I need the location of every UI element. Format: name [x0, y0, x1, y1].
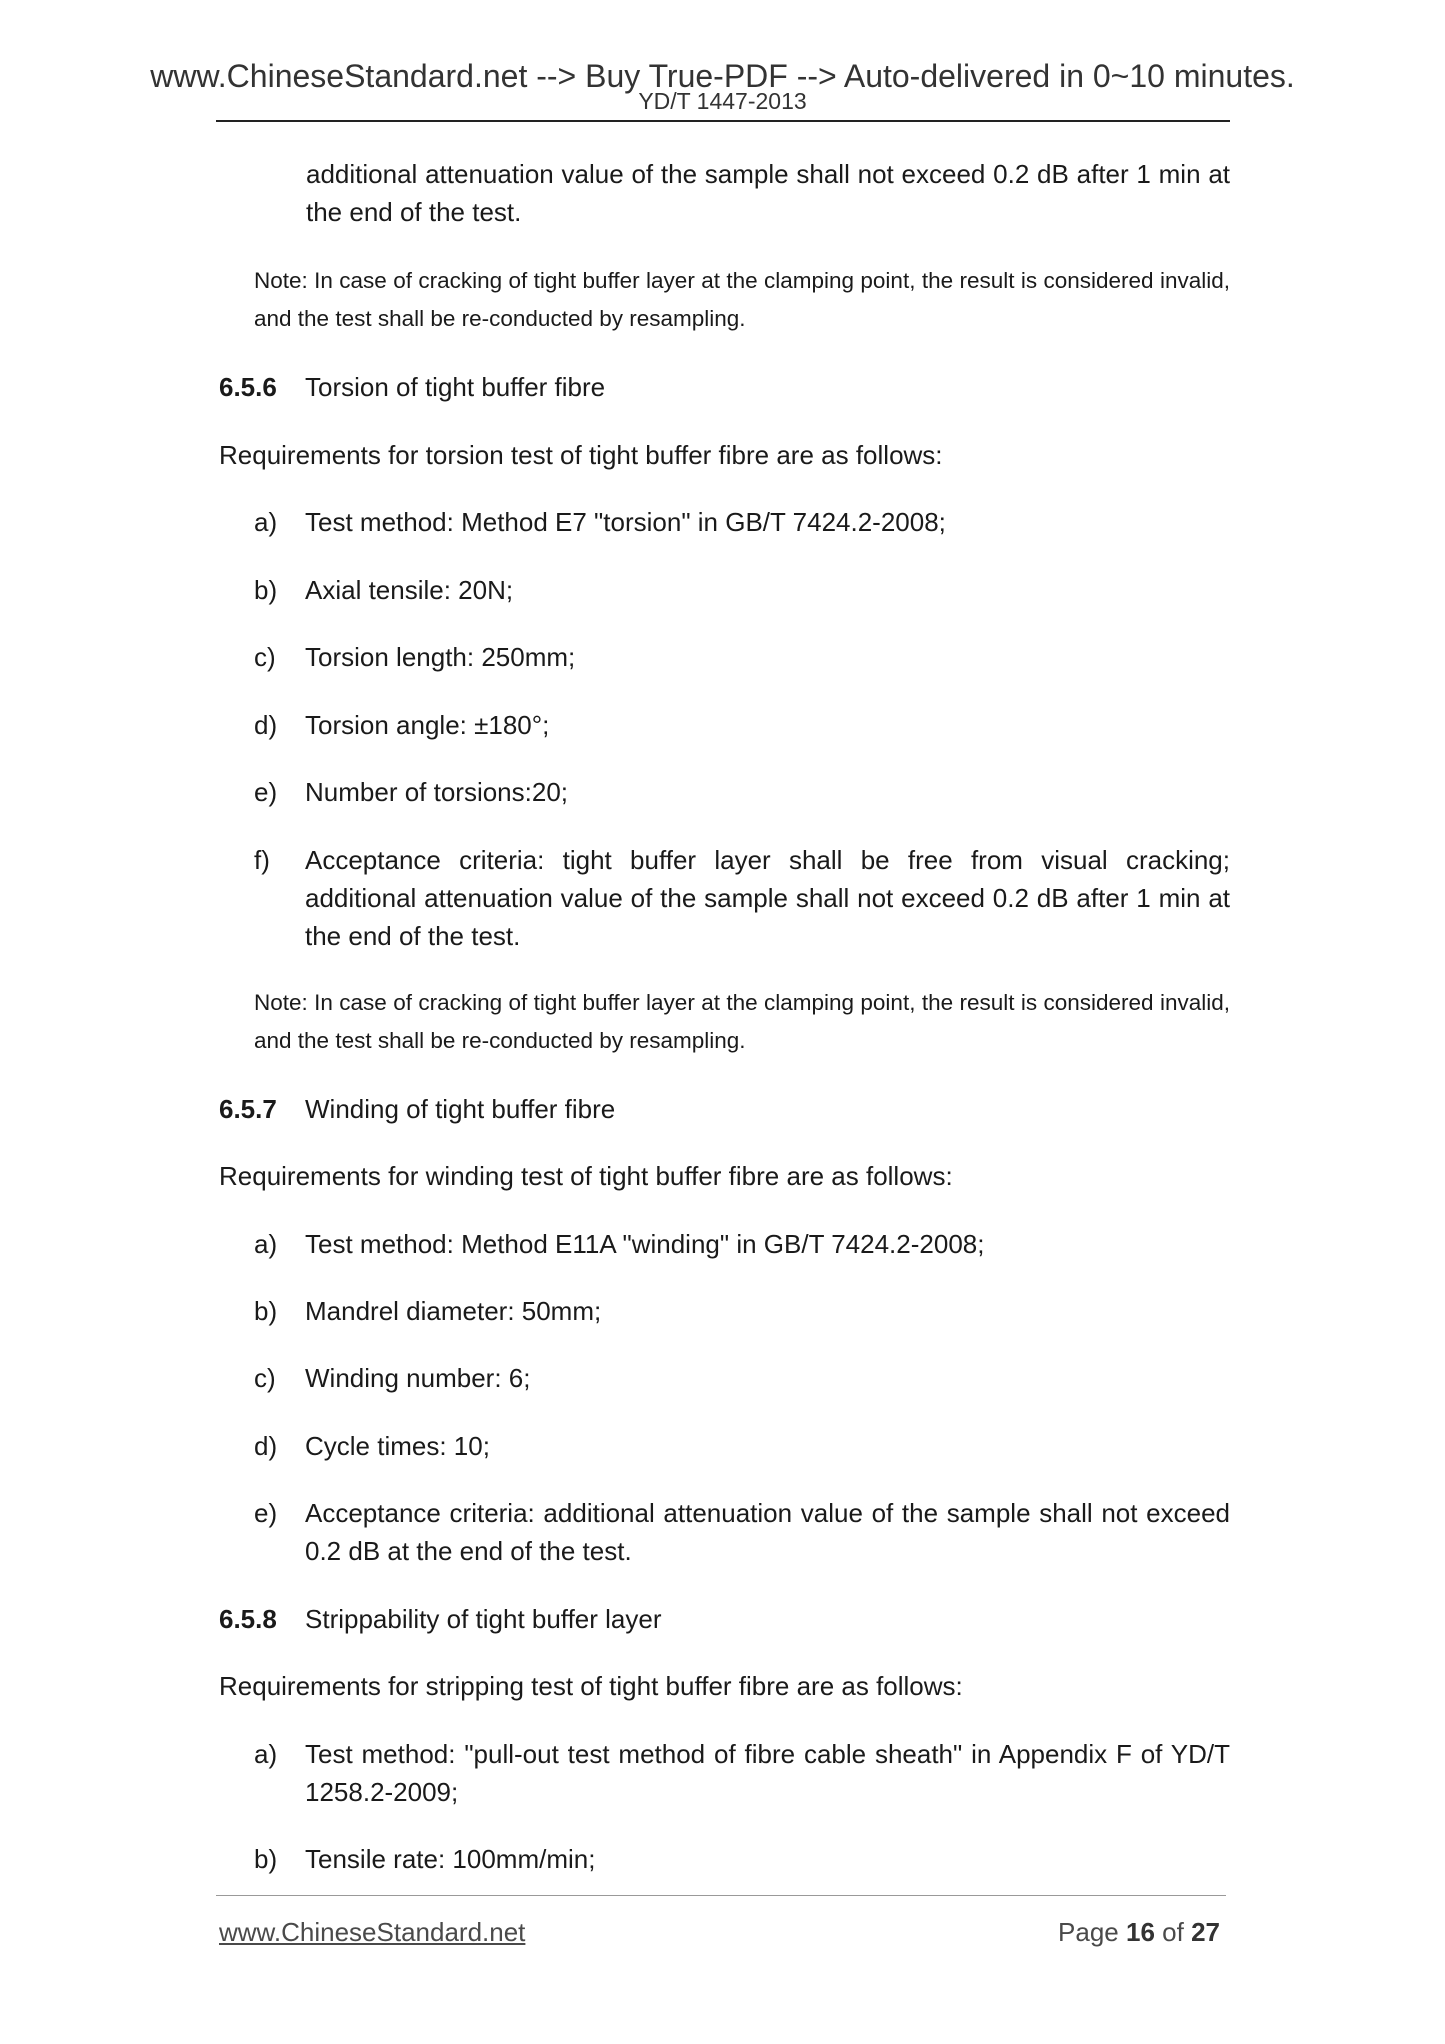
standard-code: YD/T 1447-2013	[638, 88, 807, 114]
section-number: 6.5.6	[219, 372, 277, 402]
section-heading-6-5-7	[219, 1090, 615, 1128]
page-indicator	[1058, 1915, 1220, 1949]
list-item-label: e)	[254, 1498, 278, 1528]
list-item	[254, 638, 1230, 676]
list-item-text: Tensile rate: 100mm/min;	[305, 1844, 596, 1874]
header-divider	[216, 120, 1230, 122]
list-item-label: a)	[254, 1229, 278, 1259]
list-item-label: a)	[254, 507, 278, 537]
page-prefix: Page	[1058, 1917, 1119, 1947]
section-intro: Requirements for stripping test of tight buffer fibre are as follows:	[219, 1671, 963, 1701]
section-number: 6.5.8	[219, 1604, 277, 1634]
list-item	[254, 1427, 1230, 1465]
section-heading-6-5-8	[219, 1600, 661, 1638]
section-intro: Requirements for torsion test of tight buffer fibre are as follows:	[219, 440, 943, 470]
list-item	[254, 841, 1230, 955]
section-number: 6.5.7	[219, 1094, 277, 1124]
list-item-label: c)	[254, 1363, 276, 1393]
list-item	[254, 1735, 1230, 1811]
section-title: Winding of tight buffer fibre	[305, 1094, 616, 1124]
list-item	[254, 1292, 1230, 1330]
list-item-label: b)	[254, 1844, 278, 1874]
list-item-label: d)	[254, 710, 278, 740]
section-intro: Requirements for winding test of tight buffer fibre are as follows:	[219, 1161, 953, 1191]
list-item-text: Mandrel diameter: 50mm;	[305, 1296, 602, 1326]
list-item-label: b)	[254, 575, 278, 605]
list-item	[254, 773, 1230, 811]
list-item	[254, 503, 1230, 541]
list-item	[254, 1225, 1230, 1263]
header-banner: www.ChineseStandard.net --> Buy True-PDF --> Auto-delivered in 0~10 minutes.	[150, 58, 1295, 94]
list-item-label: a)	[254, 1739, 278, 1769]
page-of: of	[1162, 1917, 1184, 1947]
list-item	[254, 1840, 1230, 1878]
list-item-label: b)	[254, 1296, 278, 1326]
note-paragraph: Note: In case of cracking of tight buffer layer at the clamping point, the result is considered invalid, and the test shall be re-conducted by resampling.	[254, 990, 1230, 1053]
list-item-text: Test method: Method E11A "winding" in GB/T 7424.2-2008;	[305, 1229, 985, 1259]
list-item-text: Test method: "pull-out test method of fibre cable sheath" in Appendix F of YD/T 1258.2-2009;	[305, 1739, 1230, 1807]
list-item	[254, 1359, 1230, 1397]
section-title: Strippability of tight buffer layer	[305, 1604, 662, 1634]
list-item-label: c)	[254, 642, 276, 672]
section-title: Torsion of tight buffer fibre	[305, 372, 606, 402]
list-item-label: f)	[254, 845, 270, 875]
list-item-text: Torsion length: 250mm;	[305, 642, 576, 672]
list-item-text: Cycle times: 10;	[305, 1431, 490, 1461]
section-heading-6-5-6	[219, 368, 605, 406]
list-item-text: Number of torsions:20;	[305, 777, 569, 807]
list-item-text: Torsion angle: ±180°;	[305, 710, 550, 740]
list-item	[254, 706, 1230, 744]
list-item-text: Axial tensile: 20N;	[305, 575, 514, 605]
footer-divider	[216, 1895, 1226, 1896]
list-item-text: Acceptance criteria: tight buffer layer shall be free from visual cracking; additional attenuation value of the sample shall not exceed 0.2 dB after 1 min at the end of the test.	[305, 845, 1230, 951]
list-item	[254, 571, 1230, 609]
list-item-text: Acceptance criteria: additional attenuation value of the sample shall not exceed 0.2 dB at the end of the test.	[305, 1498, 1230, 1566]
list-item-label: d)	[254, 1431, 278, 1461]
list-item	[254, 1494, 1230, 1570]
list-item-text: Winding number: 6;	[305, 1363, 531, 1393]
list-item-text: Test method: Method E7 "torsion" in GB/T 7424.2-2008;	[305, 507, 946, 537]
list-item-label: e)	[254, 777, 278, 807]
footer-website-link[interactable]: www.ChineseStandard.net	[219, 1917, 526, 1947]
note-paragraph: Note: In case of cracking of tight buffer layer at the clamping point, the result is considered invalid, and the test shall be re-conducted by resampling.	[254, 268, 1230, 331]
current-page-number: 16	[1126, 1917, 1155, 1947]
continuation-paragraph: additional attenuation value of the sample shall not exceed 0.2 dB after 1 min at the end of the test.	[306, 159, 1230, 227]
total-pages-number: 27	[1191, 1917, 1220, 1947]
